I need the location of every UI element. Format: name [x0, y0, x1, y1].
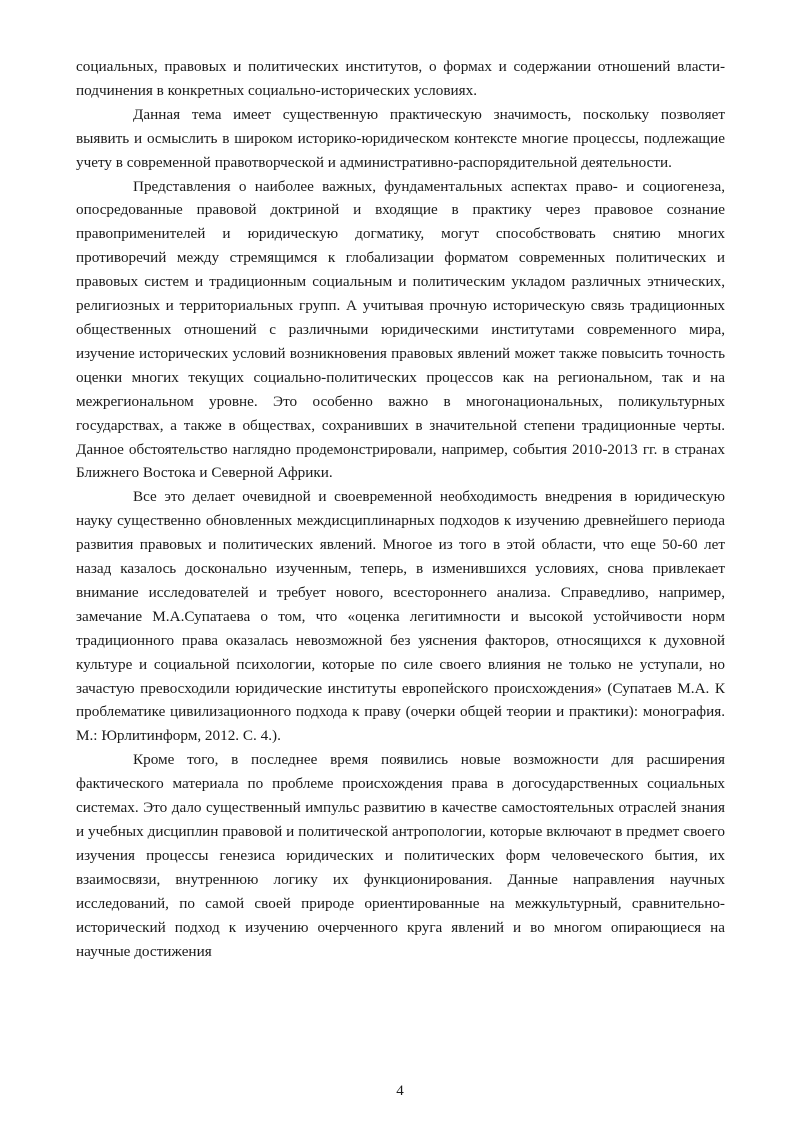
- paragraph-interdisciplinary-approach: Все это делает очевидной и своевременной необходимость внедрения в юридическую науку существенно обновленных междисциплинарных подходов к изучению древнейшего периода развития правовых и политических явлений. Многое из того в этой области, что еще 50-60 лет назад казалось досконально изученным, теперь, в изменившихся условиях, снова привлекает внимание исследователей и требует нового, всестороннего анализа. Справедливо, например, замечание М.А.Супатаева о том, что «оценка легитимности и высокой устойчивости норм традиционного права оказалась невозможной без уяснения факторов, относящихся к духовной культуре и социальной психологии, которые по силе своего влияния не только не уступали, но зачастую превосходили юридические институты европейского происхождения» (Супатаев М.А. К проблематике цивилизационного подхода к праву (очерки общей теории и практики): монография. М.: Юрлитинформ, 2012. С. 4.).: [76, 488, 725, 745]
- paragraph-fundamental-aspects: Представления о наиболее важных, фундаментальных аспектах право- и социогенеза, опосредованные правовой доктриной и входящие в практику через правовое сознание правоприменителей и юридическую догматику, могут способствовать снятию многих противоречий между стремящимся к глобализации форматом современных политических и правовых систем и традиционным социальным и политическим укладом различных этнических, религиозных и территориальных групп. А учитывая прочную историческую связь традиционных общественных отношений с различными юридическими институтами современного мира, изучение исторических условий возникновения правовых явлений может также повысить точность оценки многих текущих социально-политических процессов как на региональном, так и на межрегиональном уровне. Это особенно важно в многонациональных, поликультурных государствах, а также в обществах, сохранивших в значительной степени традиционные черты. Данное обстоятельство наглядно продемонстрировали, например, события 2010-2013 гг. в странах Ближнего Востока и Северной Африки.: [76, 177, 725, 482]
- paragraph-practical-significance: Данная тема имеет существенную практическую значимость, поскольку позволяет выявить и осмыслить в широком историко-юридическом контексте многие процессы, подлежащие учету в современной правотворческой и административно-распорядительной деятельности.: [76, 105, 725, 171]
- paragraph-new-opportunities: Кроме того, в последнее время появились новые возможности для расширения фактического материала по проблеме происхождения права в догосударственных социальных системах. Это дало существенный импульс развитию в качестве самостоятельных отраслей знания и учебных дисциплин правовой и политической антропологии, которые включают в предмет своего изучения процессы генезиса юридических и политических форм человеческого бытия, их взаимосвязи, внутреннюю логику их функционирования. Данные направления научных исследований, по самой своей природе ориентированные на межкультурный, сравнительно-исторический подход к изучению очерченного круга явлений и во многом опирающиеся на научные достижения: [76, 751, 725, 960]
- page-number: 4: [396, 1083, 404, 1099]
- document-body: [76, 55, 725, 963]
- paragraph-continuation: социальных, правовых и политических институтов, о формах и содержании отношений власти-подчинения в конкретных социально-исторических условиях.: [76, 58, 725, 99]
